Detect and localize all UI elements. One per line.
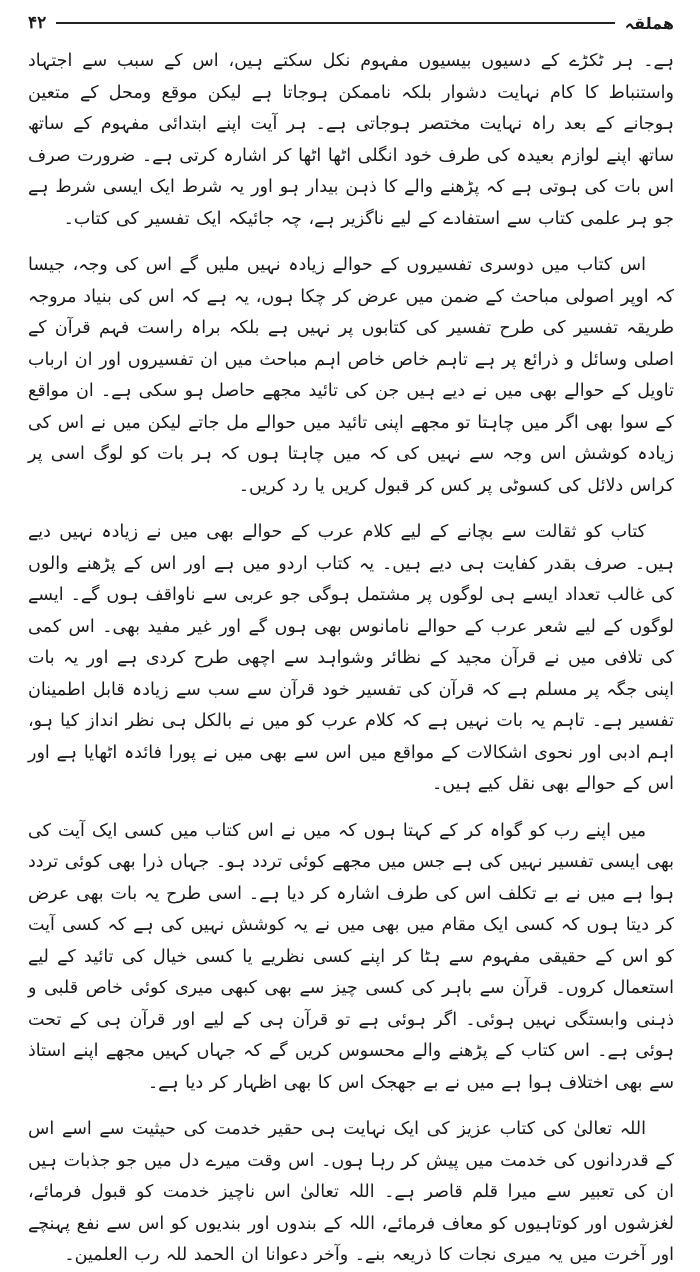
paragraph-4: میں اپنے رب کو گواہ کر کے کہتا ہوں کہ میں نے اس کتاب میں کسی ایک آیت کی بھی ایسی تفسیر نہیں کی ہے جس میں مجھے کوئی تردد ہو۔ جہاں ذرا بھی کوئی تردد ہوا ہے میں نے بے تکلف اس کی طرف اشارہ کر دیا ہے۔ اسی طرح یہ بات بھی عرض کر دیتا ہوں کہ کسی ایک مقام میں بھی میں نے یہ کوشش نہیں کی ہے کہ کسی آیت کو اس کے حقیقی مفہوم سے ہٹا کر اپنے کسی نظریے یا کسی خیال کی تائید کے لیے استعمال کروں۔ قرآن سے باہر کی کسی چیز سے بھی کبھی میری کوئی خاص قلبی و ذہنی وابستگی نہیں ہوئی۔ اگر ہوئی ہے تو قرآن ہی کے لیے اور قرآن ہی کے تحت ہوئی ہے۔ اس کتاب کے پڑھنے والے محسوس کریں گے کہ جہاں کہیں مجھے اپنے استاذ سے بھی اختلاف ہوا ہے میں نے بے جھجک اس کا بھی اظہار کر دیا ہے۔ bbox=[28, 820, 674, 1093]
running-title: ھملقہ bbox=[624, 13, 674, 33]
page-number: ۴۲ bbox=[28, 13, 47, 33]
paragraph-2: اس کتاب میں دوسری تفسیروں کے حوالے زیادہ نہیں ملیں گے اس کی وجہ، جیسا کہ اوپر اصولی مباحث کے ضمن میں عرض کر چکا ہوں، یہ ہے کہ اس کی بنیاد مروجہ طریقہ تفسیر کی طرح تفسیر کی کتابوں پر نہیں ہے بلکہ براہ راست فہم قرآن کے اصلی وسائل و ذرائع پر ہے تاہم خاص خاص اہم مباحث میں ان تفسیروں اور ان ارباب تاویل کے حوالے بھی میں نے دیے ہیں جن کی تائید مجھے حاصل ہو سکی ہے۔ ان مواقع کے سوا بھی اگر میں چاہتا تو مجھے اپنی تائید میں حوالے مل جاتے لیکن میں نے اس کی زیادہ کوشش اس وجہ سے نہیں کی کہ میں چاہتا ہوں کہ ہر بات کو لوگ اسی پر کراس دلائل کی کسوٹی پر کس کر قبول کریں یا رد کریں۔ bbox=[28, 255, 674, 496]
body-text bbox=[28, 46, 674, 1272]
paragraph-1: ہے۔ ہر ٹکڑے کے دسیوں بیسیوں مفہوم نکل سکتے ہیں، اس کے سبب سے اجتہاد واستنباط کا کام نہایت دشوار بلکہ ناممکن ہوجاتا ہے لیکن موقع ومحل کے متعین ہوجانے کے بعد راہ نہایت مختصر ہوجاتی ہے۔ ہر آیت اپنے ابتدائی مفہوم کے ساتھ ساتھ اپنے لوازم بعیدہ کی طرف خود انگلی اٹھا اٹھا کر اشارہ کرتی ہے۔ ضرورت صرف اس بات کی ہوتی ہے کہ پڑھنے والے کا ذہن بیدار ہو اور یہ شرط ایک ایسی شرط ہے جو ہر علمی کتاب سے استفادے کے لیے ناگزیر ہے، چہ جائیکہ ایک تفسیر کی کتاب۔ bbox=[28, 51, 674, 229]
page-header bbox=[28, 6, 674, 40]
paragraph-3: کتاب کو ثقالت سے بچانے کے لیے کلام عرب کے حوالے بھی میں نے زیادہ نہیں دیے ہیں۔ صرف بقدر کفایت ہی دیے ہیں۔ یہ کتاب اردو میں ہے اور اس کے پڑھنے والوں کی غالب تعداد ایسے ہی لوگوں پر مشتمل ہوگی جو عربی سے ناواقف ہوں گے۔ ایسے لوگوں کے لیے شعر عرب کے حوالے نامانوس بھی ہوں گے اور غیر مفید بھی۔ اس کمی کی تلافی میں نے قرآن مجید کے نظائر وشواہد سے اچھی طرح کردی ہے اور یہ بات اپنی جگہ پر مسلم ہے کہ قرآن کی تفسیر خود قرآن سے سب سے زیادہ قابل اطمینان تفسیر ہے۔ تاہم یہ بات نہیں ہے کہ کلام عرب کو میں نے بالکل ہی نظر انداز کیا ہو، اہم ادبی اور نحوی اشکالات کے مواقع میں اس سے بھی میں نے پورا فائدہ اٹھایا ہے اور اس کے حوالے بھی نقل کیے ہیں۔ bbox=[28, 522, 674, 794]
header-rule bbox=[56, 22, 614, 24]
paragraph-5: اللہ تعالیٰ کی کتاب عزیز کی ایک نہایت ہی حقیر خدمت کی حیثیت سے اسے اس کے قدردانوں کی خدمت میں پیش کر رہا ہوں۔ اس وقت میرے دل میں جو جذبات ہیں ان کی تعبیر سے میرا قلم قاصر ہے۔ اللہ تعالیٰ اس ناچیز خدمت کو قبول فرمائے، لغزشوں اور کوتاہیوں کو معاف فرمائے، اللہ کے بندوں اور بندیوں کو اس سے نفع پہنچے اور آخرت میں یہ میری نجات کا ذریعہ بنے۔ وآخر دعوانا ان الحمد للہ رب العلمین۔ bbox=[28, 1119, 674, 1265]
